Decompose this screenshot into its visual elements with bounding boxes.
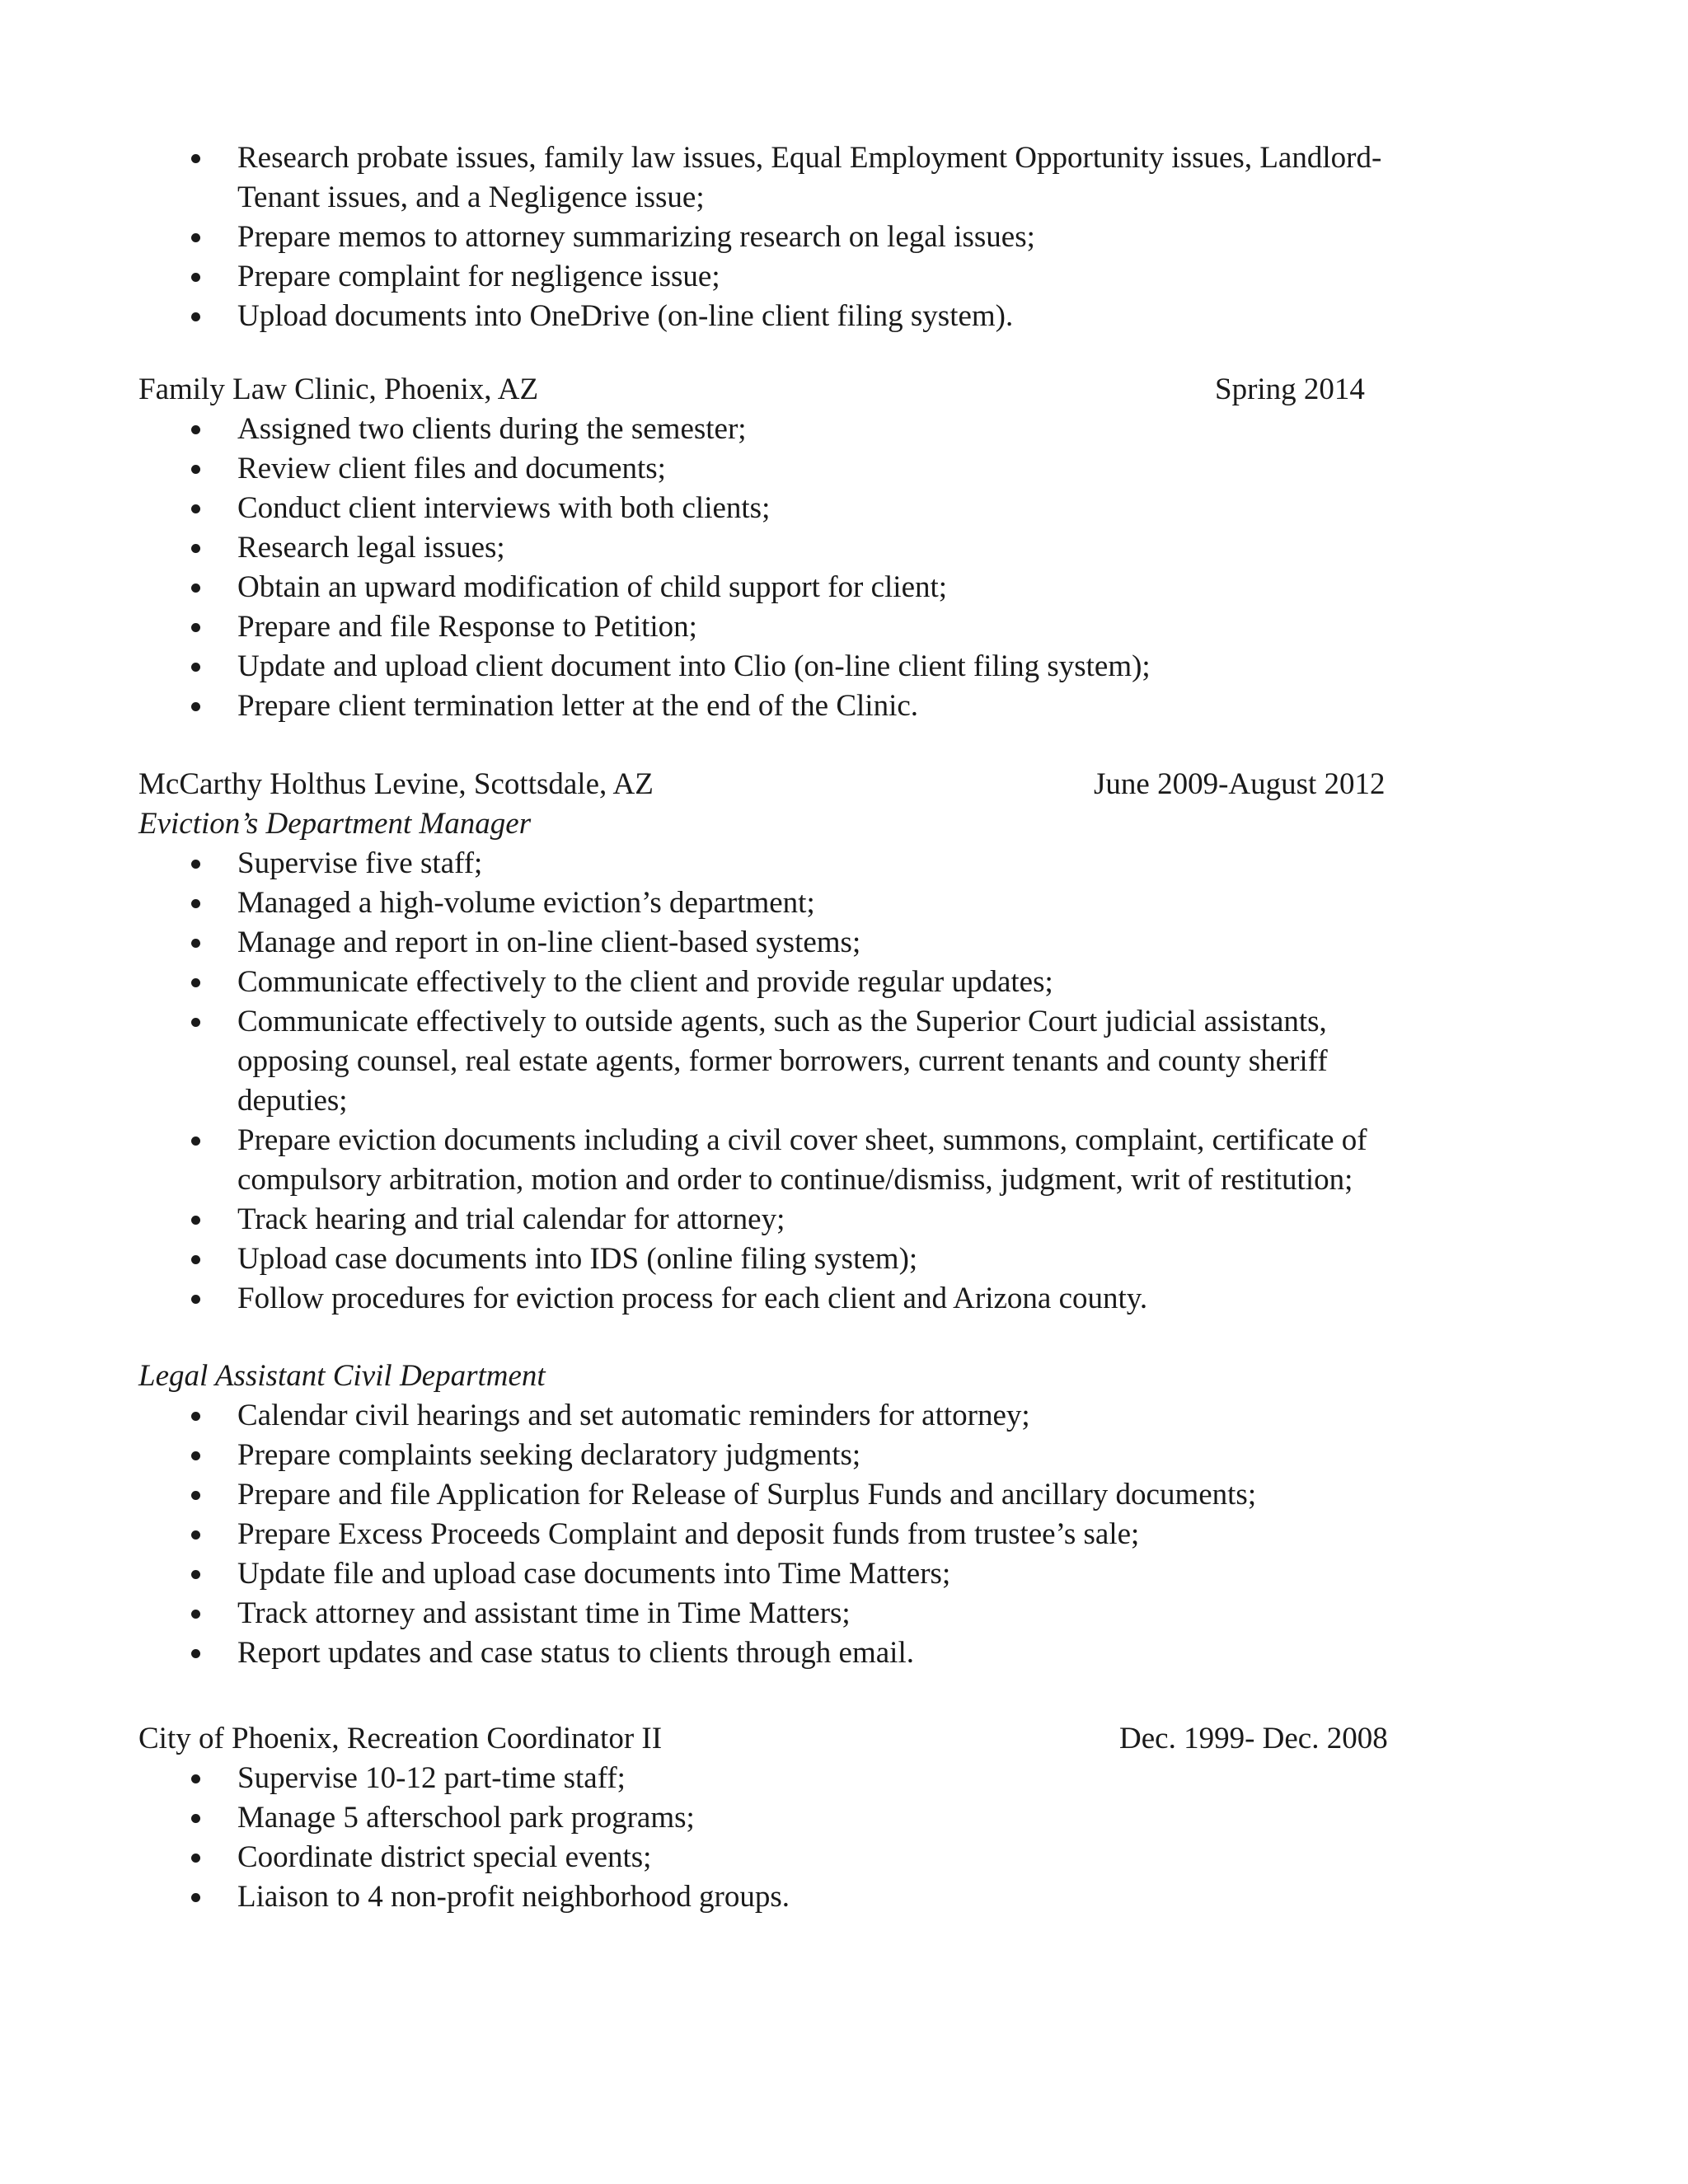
list-item: Research legal issues; [138,528,1424,568]
list-item: Prepare complaints seeking declaratory judgments; [138,1436,1424,1475]
family-law-duties-list [138,410,1424,726]
list-item: Track attorney and assistant time in Time Matters; [138,1594,1424,1633]
list-item: Prepare client termination letter at the end of the Clinic. [138,687,1424,726]
list-item: Calendar civil hearings and set automatic reminders for attorney; [138,1396,1424,1436]
list-item: Communicate effectively to outside agents, such as the Superior Court judicial assistants, opposing counsel, real estate agents, former borrowers, current tenants and county sheriff deputies; [138,1002,1424,1121]
job-heading [138,370,1424,410]
list-item: Prepare and file Response to Petition; [138,607,1424,647]
section-family-law-clinic [138,370,1424,726]
list-item: Track hearing and trial calendar for attorney; [138,1200,1424,1240]
list-item: Prepare memos to attorney summarizing research on legal issues; [138,218,1424,257]
list-item: Prepare complaint for negligence issue; [138,257,1424,297]
list-item: Upload case documents into IDS (online filing system); [138,1240,1424,1279]
employer-name: Family Law Clinic, Phoenix, AZ [138,373,539,406]
employment-dates: Dec. 1999- Dec. 2008 [1119,1722,1388,1755]
list-item: Supervise 10-12 part-time staff; [138,1759,1424,1798]
list-item: Communicate effectively to the client and provide regular updates; [138,963,1424,1002]
list-item: Research probate issues, family law issues, Equal Employment Opportunity issues, Landlord-Tenant issues, and a Negligence issue; [138,138,1424,218]
employment-dates: June 2009-August 2012 [1094,767,1386,801]
list-item: Upload documents into OneDrive (on-line client filing system). [138,297,1424,336]
job-heading [138,765,1424,804]
list-item: Managed a high-volume eviction’s department; [138,883,1424,923]
section-city-of-phoenix [138,1719,1424,1917]
employer-name: City of Phoenix, Recreation Coordinator II [138,1722,663,1755]
list-item: Supervise five staff; [138,844,1424,883]
list-item: Prepare and file Application for Release of Surplus Funds and ancillary documents; [138,1475,1424,1515]
list-item: Obtain an upward modification of child support for client; [138,568,1424,607]
list-item: Manage 5 afterschool park programs; [138,1798,1424,1838]
list-item: Prepare Excess Proceeds Complaint and deposit funds from trustee’s sale; [138,1515,1424,1554]
job-title: Eviction’s Department Manager [138,807,532,841]
section-mccarthy-holthus-levine [138,765,1424,1319]
list-item: Assigned two clients during the semester; [138,410,1424,449]
list-item: Update file and upload case documents into Time Matters; [138,1554,1424,1594]
list-item: Report updates and case status to clients through email. [138,1633,1424,1673]
job-heading [138,1719,1424,1759]
mccarthy-duties-list [138,844,1424,1319]
section-legal-assistant-civil [138,1357,1424,1673]
list-item: Update and upload client document into Clio (on-line client filing system); [138,647,1424,687]
list-item: Review client files and documents; [138,449,1424,489]
list-item: Liaison to 4 non-profit neighborhood groups. [138,1877,1424,1917]
employer-name: McCarthy Holthus Levine, Scottsdale, AZ [138,767,654,801]
list-item: Conduct client interviews with both clients; [138,489,1424,528]
list-item: Prepare eviction documents including a civil cover sheet, summons, complaint, certificate of compulsory arbitration, motion and order to continue/dismiss, judgment, writ of restitution; [138,1121,1424,1200]
list-item: Manage and report in on-line client-based systems; [138,923,1424,963]
employment-dates: Spring 2014 [1215,373,1365,406]
section-continued-duties [138,138,1424,336]
continued-duties-list [138,138,1424,336]
job-title: Legal Assistant Civil Department [138,1359,546,1393]
list-item: Coordinate district special events; [138,1838,1424,1877]
civil-duties-list [138,1396,1424,1673]
list-item: Follow procedures for eviction process for each client and Arizona county. [138,1279,1424,1319]
phoenix-duties-list [138,1759,1424,1917]
